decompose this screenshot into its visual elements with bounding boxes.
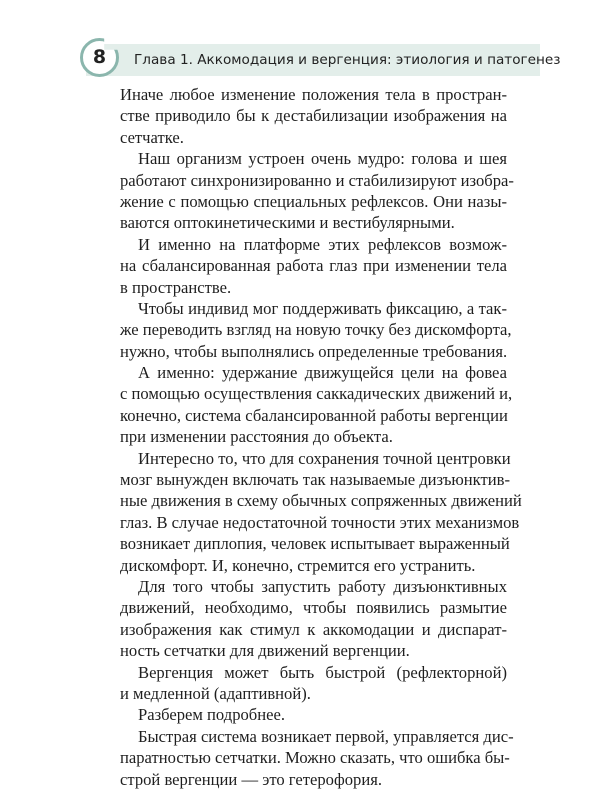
text-line: жение с помощью специальных рефлексов. Они назы- <box>120 191 507 211</box>
text-line: Наш организм устроен очень мудро: голова и шея <box>138 149 507 169</box>
text-line: движений, необходимо, чтобы появились размытие <box>120 598 507 618</box>
text-line: ные движения в схему обычных сопряженных движений <box>120 491 522 511</box>
paragraph <box>120 662 507 705</box>
paragraph <box>120 726 514 790</box>
text-line: глаз. В случае недостаточной точности этих механизмов <box>120 512 520 532</box>
paragraph <box>120 576 507 662</box>
text-line: дискомфорт. И, конечно, стремится его устранить. <box>120 555 476 575</box>
text-line: Иначе любое изменение положения тела в простран- <box>120 85 507 104</box>
paragraph <box>120 234 507 298</box>
text-line: мозг вынужден включать так называемые дизъюнктив- <box>120 470 511 490</box>
text-line: Для того чтобы запустить работу дизъюнктивных <box>138 576 507 596</box>
text-line: ваются оптокинетическими и вестибулярными. <box>120 213 455 233</box>
text-line: же переводить взгляд на новую точку без дискомфорта, <box>120 320 512 340</box>
paragraph <box>120 84 507 148</box>
text-line: Быстрая система возникает первой, управляется дис- <box>138 726 514 746</box>
text-line: Чтобы индивид мог поддерживать фиксацию, а так- <box>138 298 507 318</box>
page-number: 8 <box>92 46 107 68</box>
body-text <box>120 84 522 790</box>
text-line: Интересно то, что для сохранения точной центровки <box>138 448 511 468</box>
text-line: нужно, чтобы выполнялись определенные требования. <box>120 341 508 361</box>
text-line: паратностью сетчатки. Можно сказать, что ошибка бы- <box>120 748 510 768</box>
paragraph <box>120 362 513 448</box>
paragraph <box>120 704 507 725</box>
text-line: сетчатке. <box>120 127 184 147</box>
text-line: конечно, система сбалансированной работы вергенции <box>120 405 508 425</box>
paragraph <box>120 298 512 362</box>
text-line: И именно на платформе этих рефлексов возмож- <box>138 234 507 254</box>
paragraph <box>120 148 514 234</box>
text-line: изображения как стимул к аккомодации и диспарат- <box>120 619 507 639</box>
text-line: с помощью осуществления саккадических движений и, <box>120 384 513 404</box>
text-line: и медленной (адаптивной). <box>120 683 311 703</box>
text-line: работают синхронизированно и стабилизируют изобра- <box>120 170 514 190</box>
chapter-title: Глава 1. Аккомодация и вергенция: этиология и патогенез <box>134 52 561 68</box>
text-line: возникает диплопия, человек испытывает выраженный <box>120 534 510 554</box>
text-line: Разберем подробнее. <box>138 705 285 725</box>
text-line: на сбалансированная работа глаз при изменении тела <box>120 256 507 276</box>
text-line: строй вергенции — это гетерофория. <box>120 769 382 789</box>
text-line: ность сетчатки для движений вергенции. <box>120 641 410 661</box>
text-line: стве приводило бы к дестабилизации изображения на <box>120 106 507 126</box>
text-line: А именно: удержание движущейся цели на фовеа <box>138 363 507 383</box>
text-line: при изменении расстояния до объекта. <box>120 427 393 447</box>
text-line: Вергенция может быть быстрой (рефлекторной) <box>138 662 507 682</box>
paragraph <box>120 448 522 576</box>
text-line: в пространстве. <box>120 277 232 297</box>
